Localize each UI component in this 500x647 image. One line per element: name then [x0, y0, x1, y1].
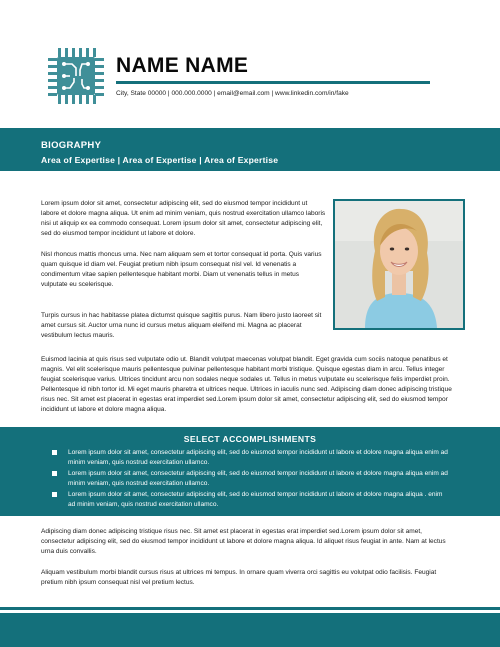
- bullet-icon: [52, 471, 57, 476]
- profile-photo: [333, 199, 465, 330]
- resume-header: [0, 0, 500, 128]
- contact-info: City, State 00000 | 000.000.0000 | email@email.com | www.linkedin.com/in/fake: [116, 90, 349, 97]
- accomplishment-text: Lorem ipsum dolor sit amet, consectetur adipiscing elit, sed do eiusmod tempor incididunt ut labore et dolore magna aliqua . enim ad minim veniam, quis nostrud exercitation ullamco.: [68, 490, 443, 508]
- closing-paragraph: Aliquam vestibulum morbi blandit cursus risus at ultrices mi tempus. In ornare quam viverra orci sagittis eu volutpat odio facilisis. Feugiat pretium nibh ipsum consequat nisl vel pretium lectus.: [41, 569, 437, 586]
- biography-paragraph: Lorem ipsum dolor sit amet, consectetur adipiscing elit, sed do eiusmod tempor incididunt ut labore et dolore magna aliqua. Ut enim ad minim veniam, quis nostrud exercitation ullamco laboris nisi ut aliquip ex ea commodo consequat. Lorem ipsum dolor sit amet, consectetur adipiscing elit, sed do eiusmod tempor incididunt ut labore et dolore.: [41, 200, 326, 237]
- bullet-icon: [52, 450, 57, 455]
- biography-paragraph: Turpis cursus in hac habitasse platea dictumst quisque sagittis purus. Nam libero justo laoreet sit amet cursus sit. Auctor urna nunc id cursus metus aliquam eleifend mi. Magna ac placerat vestibulum lectus mauris.: [41, 312, 322, 339]
- list-item: [52, 490, 450, 510]
- header-divider: [116, 81, 430, 84]
- areas-of-expertise: Area of Expertise | Area of Expertise | Area of Expertise: [41, 155, 279, 165]
- biography-paragraph: Euismod lacinia at quis risus sed vulputate odio ut. Blandit volutpat maecenas volutpat blandit. Eget gravida cum sociis natoque penatibus et magnis. Vel elit scelerisque mauris pellentesque pulvinar pellentesque habitant morbi tristique. Quisque egestas diam in arcu. Tellus integer feugiat scelerisque varius. Ultrices tincidunt arcu non sodales neque sodales ut. Tellus in metus vulputate eu scelerisque felis imperdiet proin. Pellentesque id nibh tortor id. Mi eget mauris pharetra et ultrices neque. Ultrices in iaculis nunc sed. Adipiscing diam donec adipiscing tristique risus nec. Sit amet est placerat in egestas erat imperdiet sed.Lorem ipsum dolor sit amet, consectetur adipiscing elit, sed do eiusmod tempor incididunt ut labore et dolore magna aliqua.: [41, 356, 452, 413]
- biography-heading: BIOGRAPHY: [41, 140, 102, 151]
- list-item: [52, 448, 450, 468]
- accomplishments-heading: SELECT ACCOMPLISHMENTS: [183, 434, 317, 444]
- accomplishments-list: [52, 448, 450, 510]
- footer-band: [0, 613, 500, 647]
- footer-divider: [0, 607, 500, 610]
- accomplishment-text: Lorem ipsum dolor sit amet, consectetur adipiscing elit, sed do eiusmod tempor incididunt ut labore et dolore magna aliqua enim ad minim veniam, quis nostrud exercitation ullamco.: [68, 469, 448, 487]
- circuit-chip-icon: [46, 46, 106, 106]
- candidate-name: NAME NAME: [116, 54, 249, 77]
- list-item: [52, 469, 450, 489]
- accomplishment-text: Lorem ipsum dolor sit amet, consectetur adipiscing elit, sed do eiusmod tempor incididunt ut labore et dolore magna aliqua enim ad minim veniam, quis nostrud exercitation ullamco.: [68, 449, 448, 466]
- closing-paragraph: Adipiscing diam donec adipiscing tristique risus nec. Sit amet est placerat in egestas erat imperdiet sed.Lorem ipsum dolor sit amet, consectetur adipiscing elit, sed do eiusmod tempor incididunt ut labore et dolore magna aliqua. Id aliquet risus feugiat in ante. Nam at lectus urna duis convallis.: [41, 528, 446, 555]
- biography-paragraph: Nisl rhoncus mattis rhoncus urna. Nec nam aliquam sem et tortor consequat id porta. Quis varius quam quisque id diam vel. Feugiat pretium nibh ipsum consequat nisl vel. Id venenatis a condimentum vitae sapien pellentesque habitant morbi. Diam ut venenatis tellus in metus vulputate eu scelerisque.: [41, 251, 322, 288]
- portrait-image: [335, 201, 463, 328]
- bullet-icon: [52, 492, 57, 497]
